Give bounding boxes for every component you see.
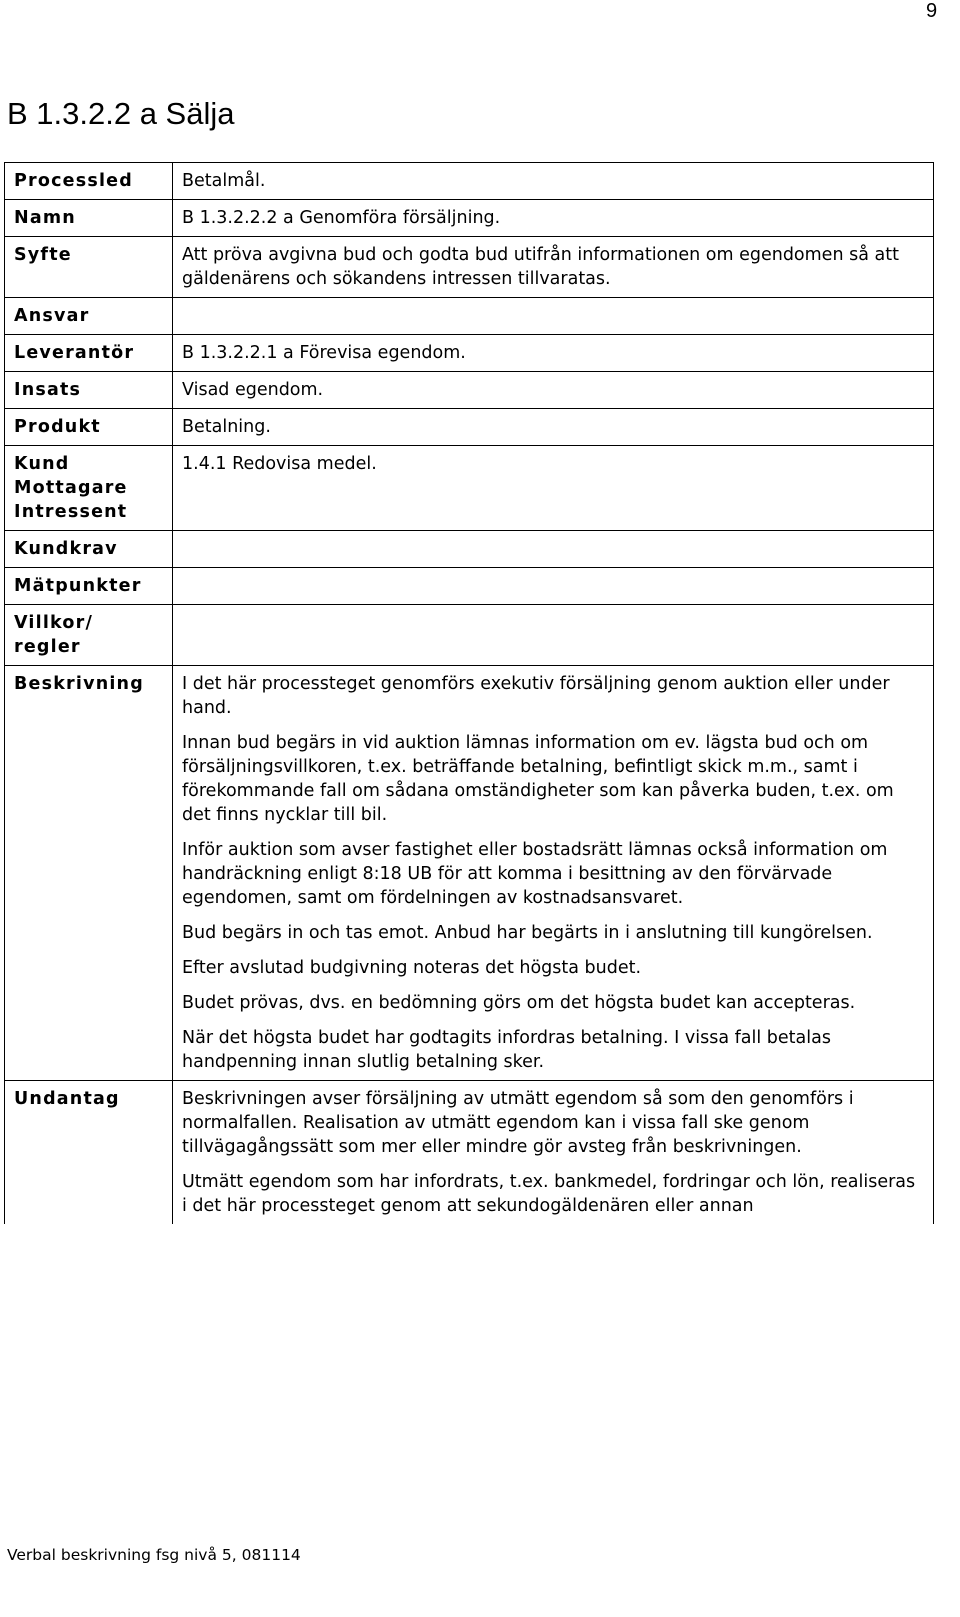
value-villkor: [173, 605, 934, 666]
label-villkor: [5, 605, 173, 666]
beskrivning-paragraph: Innan bud begärs in vid auktion lämnas information om ev. lägsta bud och om försäljningsvillkoren, t.ex. beträffande betalning, befintligt skick m.m., samt i förekommande fall om sådana omständigheter som kan påverka buden, t.ex. om det finns nycklar till bil.: [182, 733, 894, 825]
label-produkt: Produkt: [5, 409, 173, 446]
row-namn: [5, 200, 934, 237]
page-number: 9: [926, 0, 938, 22]
label-matpunkter: Mätpunkter: [5, 568, 173, 605]
beskrivning-paragraph: Budet prövas, dvs. en bedömning görs om det högsta budet kan accepteras.: [182, 993, 856, 1013]
label-undantag: Undantag: [5, 1081, 173, 1225]
value-kundkrav: [173, 531, 934, 568]
label-processled: Processled: [5, 163, 173, 200]
value-processled: Betalmål.: [173, 163, 934, 200]
value-kund: 1.4.1 Redovisa medel.: [173, 446, 934, 531]
row-ansvar: [5, 298, 934, 335]
beskrivning-paragraph: Inför auktion som avser fastighet eller bostadsrätt lämnas också information om handräckning enligt 8:18 UB för att komma i besittning av den förvärvade egendomen, samt om fördelningen av kostnadsansvaret.: [182, 840, 888, 908]
value-insats: Visad egendom.: [173, 372, 934, 409]
value-leverantor: B 1.3.2.2.1 a Förevisa egendom.: [173, 335, 934, 372]
beskrivning-paragraph: Efter avslutad budgivning noteras det högsta budet.: [182, 958, 642, 978]
beskrivning-paragraph: Bud begärs in och tas emot. Anbud har begärts in i anslutning till kungörelsen.: [182, 923, 873, 943]
value-produkt: Betalning.: [173, 409, 934, 446]
row-kund: [5, 446, 934, 531]
undantag-paragraph: Beskrivningen avser försäljning av utmätt egendom så som den genomförs i normalfallen. Realisation av utmätt egendom kan i vissa fall ske genom tillvägagångssätt som mer eller mindre gör avsteg från beskrivningen.: [182, 1089, 854, 1157]
value-syfte: Att pröva avgivna bud och godta bud utifrån informationen om egendomen så att gäldenärens och sökandens intressen tillvaratas.: [173, 237, 934, 298]
row-processled: [5, 163, 934, 200]
row-undantag: [5, 1081, 934, 1225]
row-insats: [5, 372, 934, 409]
value-ansvar: [173, 298, 934, 335]
page-heading: B 1.3.2.2 a Sälja: [7, 96, 235, 131]
label-kund: [5, 446, 173, 531]
value-beskrivning: [173, 666, 934, 1081]
label-mottagare-line: Mottagare: [14, 478, 128, 498]
label-kundkrav: Kundkrav: [5, 531, 173, 568]
process-table: [4, 162, 934, 1224]
row-kundkrav: [5, 531, 934, 568]
label-intressent-line: Intressent: [14, 502, 128, 522]
value-matpunkter: [173, 568, 934, 605]
label-villkor-line: Villkor/: [14, 613, 94, 633]
label-leverantor: Leverantör: [5, 335, 173, 372]
label-namn: Namn: [5, 200, 173, 237]
beskrivning-paragraph: I det här processteget genomförs exekutiv försäljning genom auktion eller under hand.: [182, 674, 890, 718]
page-footer: Verbal beskrivning fsg nivå 5, 081114: [7, 1546, 301, 1564]
row-produkt: [5, 409, 934, 446]
row-beskrivning: [5, 666, 934, 1081]
row-syfte: [5, 237, 934, 298]
label-kund-line: Kund: [14, 454, 70, 474]
row-villkor: [5, 605, 934, 666]
row-leverantor: [5, 335, 934, 372]
row-matpunkter: [5, 568, 934, 605]
value-undantag: [173, 1081, 934, 1225]
value-namn: B 1.3.2.2.2 a Genomföra försäljning.: [173, 200, 934, 237]
label-syfte: Syfte: [5, 237, 173, 298]
label-insats: Insats: [5, 372, 173, 409]
label-regler-line: regler: [14, 637, 81, 657]
label-ansvar: Ansvar: [5, 298, 173, 335]
label-beskrivning: Beskrivning: [5, 666, 173, 1081]
beskrivning-paragraph: När det högsta budet har godtagits infordras betalning. I vissa fall betalas handpenning innan slutlig betalning sker.: [182, 1028, 831, 1072]
undantag-paragraph: Utmätt egendom som har infordrats, t.ex. bankmedel, fordringar och lön, realiseras i det här processteget genom att sekundogäldenären eller annan: [182, 1172, 916, 1216]
